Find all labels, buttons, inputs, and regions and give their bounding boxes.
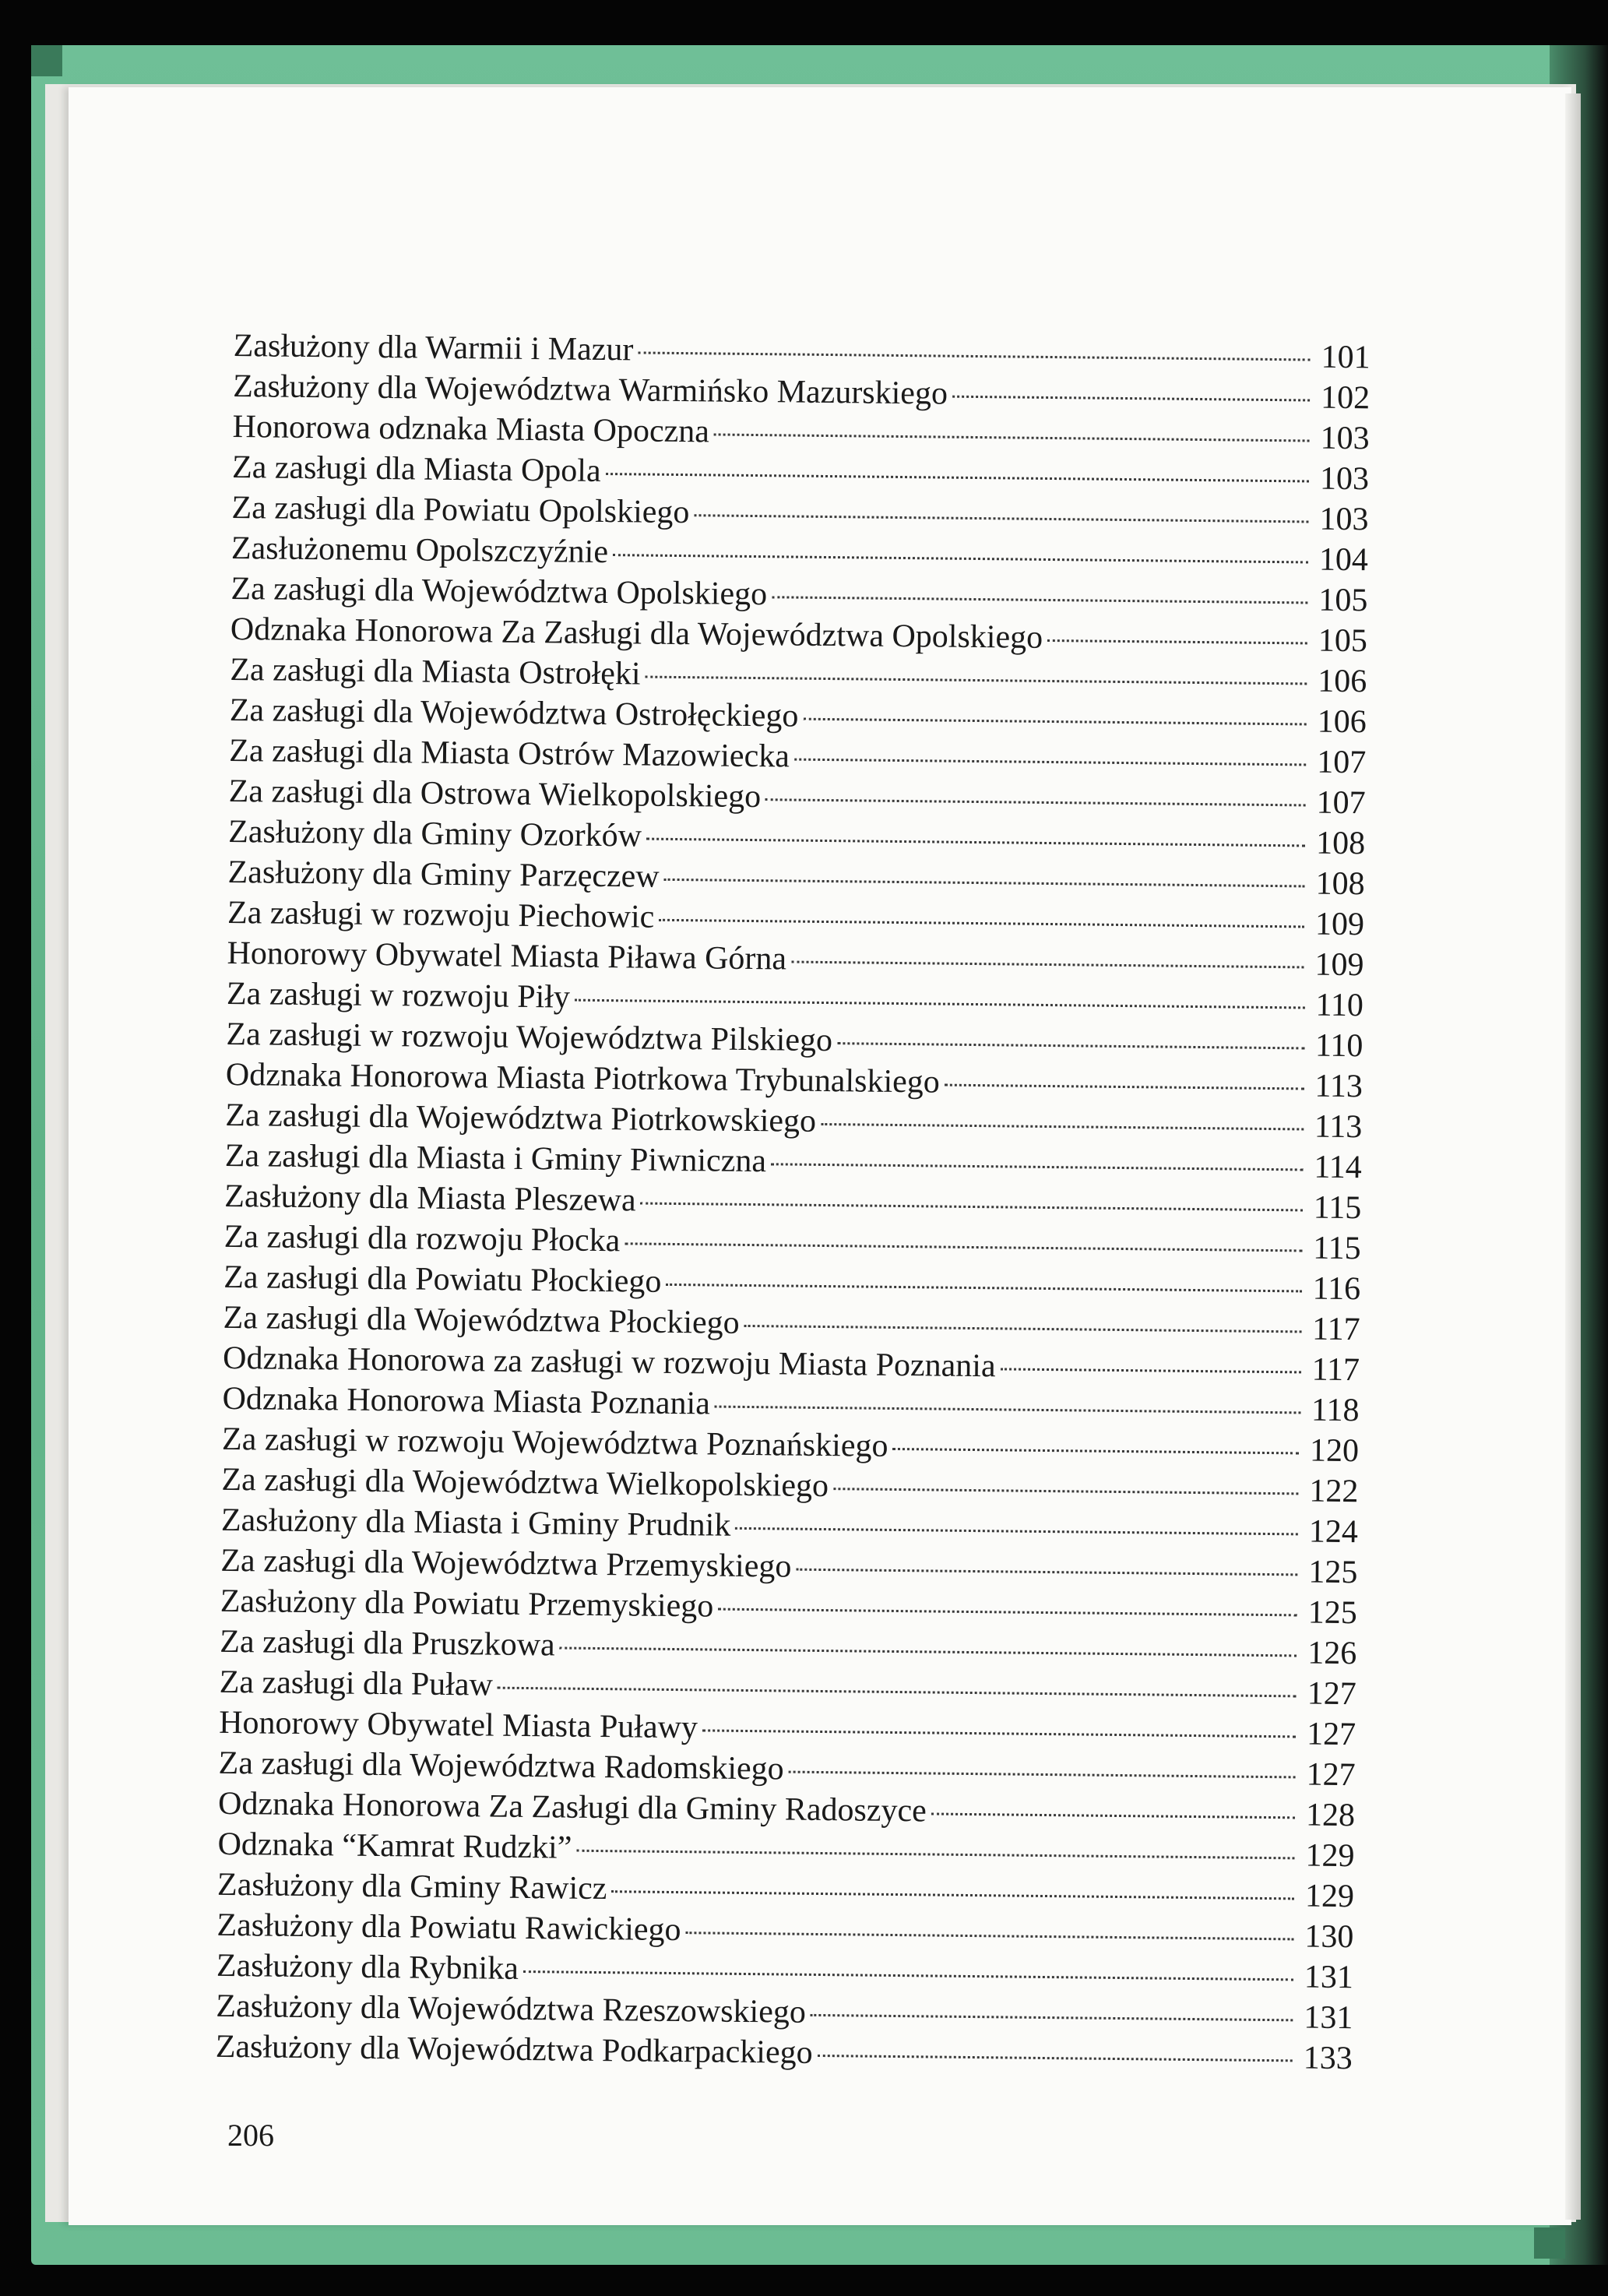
toc-entry-page: 120 <box>1309 1432 1360 1470</box>
toc-entry-title: Za zasługi dla Ostrowa Wielkopolskiego <box>228 773 762 815</box>
toc-entry-page: 117 <box>1311 1351 1360 1389</box>
toc-entry-page: 106 <box>1317 703 1367 741</box>
toc-entry-title: Zasłużony dla Gminy Ozorków <box>227 813 642 854</box>
toc-entry-title: Za zasługi dla Województwa Radomskiego <box>218 1745 784 1787</box>
dot-leader <box>613 554 1308 563</box>
dot-leader <box>1001 1368 1301 1373</box>
toc-entry-page: 125 <box>1308 1554 1358 1591</box>
toc-entry-page: 107 <box>1316 744 1367 781</box>
toc-entry-title: Za zasługi dla Województwa Płockiego <box>223 1299 740 1341</box>
dot-leader <box>818 2055 1293 2062</box>
toc-entry-page: 109 <box>1314 946 1364 984</box>
dot-leader <box>837 1042 1304 1049</box>
dot-leader <box>931 1812 1295 1819</box>
dot-leader <box>575 999 1305 1009</box>
dot-leader <box>789 1771 1296 1779</box>
dot-leader <box>772 596 1307 604</box>
toc-entry-page: 114 <box>1314 1149 1363 1186</box>
toc-entry-title: Za zasługi w rozwoju Piły <box>226 975 571 1016</box>
toc-entry-title: Za zasługi dla Powiatu Płockiego <box>223 1259 662 1300</box>
toc-entry-page: 110 <box>1315 987 1364 1024</box>
toc-entry-title: Odznaka Honorowa Za Zasługi dla Województwa Opolskiego <box>230 611 1043 656</box>
toc-entry-title: Zasłużony dla Województwa Warmińsko Mazurskiego <box>232 368 948 412</box>
dot-leader <box>685 1932 1293 1940</box>
toc-entry-page: 129 <box>1305 1837 1355 1875</box>
dot-leader <box>718 1608 1297 1617</box>
cover-corner <box>31 45 62 76</box>
toc-entry-title: Honorowy Obywatel Miasta Puławy <box>218 1704 698 1746</box>
toc-entry-page: 130 <box>1304 1918 1354 1956</box>
toc-entry-title: Za zasługi dla rozwoju Płocka <box>223 1218 621 1259</box>
toc-entry-title: Odznaka Honorowa Za Zasługi dla Gminy Radoszyce <box>217 1785 927 1829</box>
dot-leader <box>821 1123 1304 1130</box>
toc-entry-page: 103 <box>1320 420 1370 457</box>
dot-leader <box>811 2014 1293 2021</box>
toc-entry-page: 109 <box>1314 906 1365 943</box>
dot-leader <box>735 1527 1298 1536</box>
toc-entry-title: Za zasługi dla Miasta Opola <box>231 449 601 489</box>
toc-entry-title: Za zasługi dla Województwa Piotrkowskiego <box>225 1097 817 1139</box>
toc-entry-title: Zasłużony dla Gminy Parzęczew <box>227 854 660 895</box>
dot-leader <box>833 1488 1298 1495</box>
toc-entry-page: 108 <box>1315 825 1366 862</box>
dot-leader <box>646 676 1307 685</box>
dot-leader <box>694 514 1308 523</box>
toc-entry-page: 128 <box>1305 1797 1356 1834</box>
toc-entry-title: Zasłużony dla Warmii i Mazur <box>233 327 634 368</box>
table-of-contents <box>216 327 1370 2080</box>
toc-entry-page: 118 <box>1311 1392 1360 1429</box>
toc-entry-title: Zasłużonemu Opolszczyźnie <box>230 530 609 571</box>
toc-entry-page: 127 <box>1307 1675 1356 1713</box>
dot-leader <box>666 1284 1301 1293</box>
toc-entry-title: Zasłużony dla Gminy Rawicz <box>216 1866 607 1907</box>
toc-entry-page: 107 <box>1316 784 1366 822</box>
toc-entry-page: 133 <box>1303 2040 1353 2077</box>
toc-entry-page: 122 <box>1309 1473 1359 1510</box>
toc-entry-page: 116 <box>1312 1270 1361 1308</box>
toc-entry-page: 127 <box>1306 1716 1356 1753</box>
dot-leader <box>765 798 1306 806</box>
toc-entry-page: 127 <box>1306 1756 1356 1794</box>
toc-entry-page: 105 <box>1318 582 1368 619</box>
toc-entry-page: 131 <box>1304 1959 1354 1996</box>
toc-entry-title: Za zasługi dla Miasta Ostrów Mazowiecka <box>229 732 790 775</box>
toc-entry-page: 113 <box>1314 1068 1363 1105</box>
toc-entry-title: Zasłużony dla Województwa Rzeszowskiego <box>216 1988 807 2030</box>
toc-entry-page: 103 <box>1319 501 1369 538</box>
toc-entry-title: Za zasługi dla Puław <box>219 1664 494 1703</box>
dot-leader <box>560 1646 1297 1657</box>
dot-leader <box>714 433 1310 442</box>
toc-entry-title: Za zasługi w rozwoju Województwa Poznańskiego <box>221 1421 888 1464</box>
toc-entry-title: Odznaka Honorowa za zasługi w rozwoju Miasta Poznania <box>222 1340 996 1385</box>
toc-entry-page: 103 <box>1319 460 1370 498</box>
toc-entry-page: 125 <box>1307 1594 1358 1632</box>
toc-entry-title: Za zasługi w rozwoju Piechowic <box>227 894 655 935</box>
cover-corner <box>1534 2227 1565 2259</box>
toc-entry-page: 124 <box>1308 1513 1359 1551</box>
dot-leader <box>715 1406 1300 1414</box>
toc-entry-page: 105 <box>1318 622 1368 660</box>
dot-leader <box>1047 639 1307 644</box>
dot-leader <box>794 759 1306 766</box>
dot-leader <box>803 718 1306 726</box>
toc-entry-page: 102 <box>1320 379 1370 417</box>
dot-leader <box>641 1203 1303 1212</box>
toc-entry-page: 104 <box>1318 541 1369 579</box>
dot-leader <box>664 879 1305 888</box>
toc-entry-page: 101 <box>1321 339 1370 376</box>
toc-entry-page: 115 <box>1313 1189 1362 1227</box>
toc-entry-title: Za zasługi dla Miasta i Gminy Piwniczna <box>224 1137 767 1180</box>
toc-entry-title: Odznaka Honorowa Miasta Poznania <box>222 1380 711 1422</box>
toc-entry-title: Zasłużony dla Rybnika <box>216 1947 519 1987</box>
toc-entry-page: 129 <box>1304 1878 1355 1915</box>
dot-leader <box>576 1850 1294 1860</box>
toc-entry-title: Za zasługi dla Miasta Ostrołęki <box>230 651 641 692</box>
toc-entry-page: 115 <box>1312 1230 1361 1267</box>
page-edge <box>1565 93 1581 2220</box>
dot-leader <box>611 1890 1294 1900</box>
toc-entry-title: Zasłużony dla Miasta Pleszewa <box>224 1178 636 1219</box>
toc-entry-page: 110 <box>1314 1027 1363 1065</box>
dot-leader <box>892 1448 1299 1454</box>
toc-entry-title: Odznaka Honorowa Miasta Piotrkowa Trybunalskiego <box>225 1056 941 1100</box>
toc-entry-title: Odznaka “Kamrat Rudzki” <box>217 1826 572 1866</box>
toc-entry-page: 131 <box>1304 1999 1353 2037</box>
toc-entry-title: Za zasługi w rozwoju Województwa Pilskiego <box>226 1016 833 1059</box>
toc-entry-page: 113 <box>1314 1108 1363 1146</box>
toc-entry-title: Za zasługi dla Województwa Opolskiego <box>230 570 768 613</box>
toc-entry-title: Zasłużony dla Miasta i Gminy Prudnik <box>220 1502 731 1544</box>
dot-leader <box>791 961 1304 969</box>
toc-entry-title: Zasłużony dla Województwa Podkarpackiego <box>215 2028 813 2071</box>
page-number: 206 <box>227 2118 274 2153</box>
dot-leader <box>659 919 1304 928</box>
toc-entry-page: 126 <box>1307 1635 1357 1672</box>
dot-leader <box>952 396 1310 402</box>
dot-leader <box>606 473 1309 482</box>
toc-entry-title: Za zasługi dla Województwa Ostrołęckiego <box>229 692 799 734</box>
dot-leader <box>498 1687 1297 1698</box>
toc-entry-title: Za zasługi dla Pruszkowa <box>220 1623 555 1664</box>
dot-leader <box>945 1084 1304 1090</box>
dot-leader <box>638 351 1310 361</box>
toc-entry-title: Zasłużony dla Powiatu Przemyskiego <box>220 1583 714 1625</box>
toc-entry-title: Za zasługi dla Województwa Wielkopolskiego <box>221 1461 829 1505</box>
dot-leader <box>702 1729 1296 1738</box>
toc-entry-title: Zasłużony dla Powiatu Rawickiego <box>216 1907 681 1949</box>
toc-entry-title: Za zasługi dla Powiatu Opolskiego <box>231 489 690 531</box>
dot-leader <box>625 1242 1302 1252</box>
dot-leader <box>523 1970 1293 1981</box>
toc-entry-title: Za zasługi dla Województwa Przemyskiego <box>220 1542 792 1585</box>
toc-entry-page: 106 <box>1318 663 1367 700</box>
dot-leader <box>771 1163 1303 1171</box>
dot-leader <box>796 1569 1297 1576</box>
dot-leader <box>744 1325 1302 1333</box>
dot-leader <box>646 838 1305 847</box>
toc-entry-title: Honorowa odznaka Miasta Opoczna <box>232 408 710 450</box>
toc-entry-title: Honorowy Obywatel Miasta Piława Górna <box>227 935 787 977</box>
toc-entry-page: 108 <box>1315 865 1365 903</box>
toc-entry-page: 117 <box>1311 1311 1360 1348</box>
